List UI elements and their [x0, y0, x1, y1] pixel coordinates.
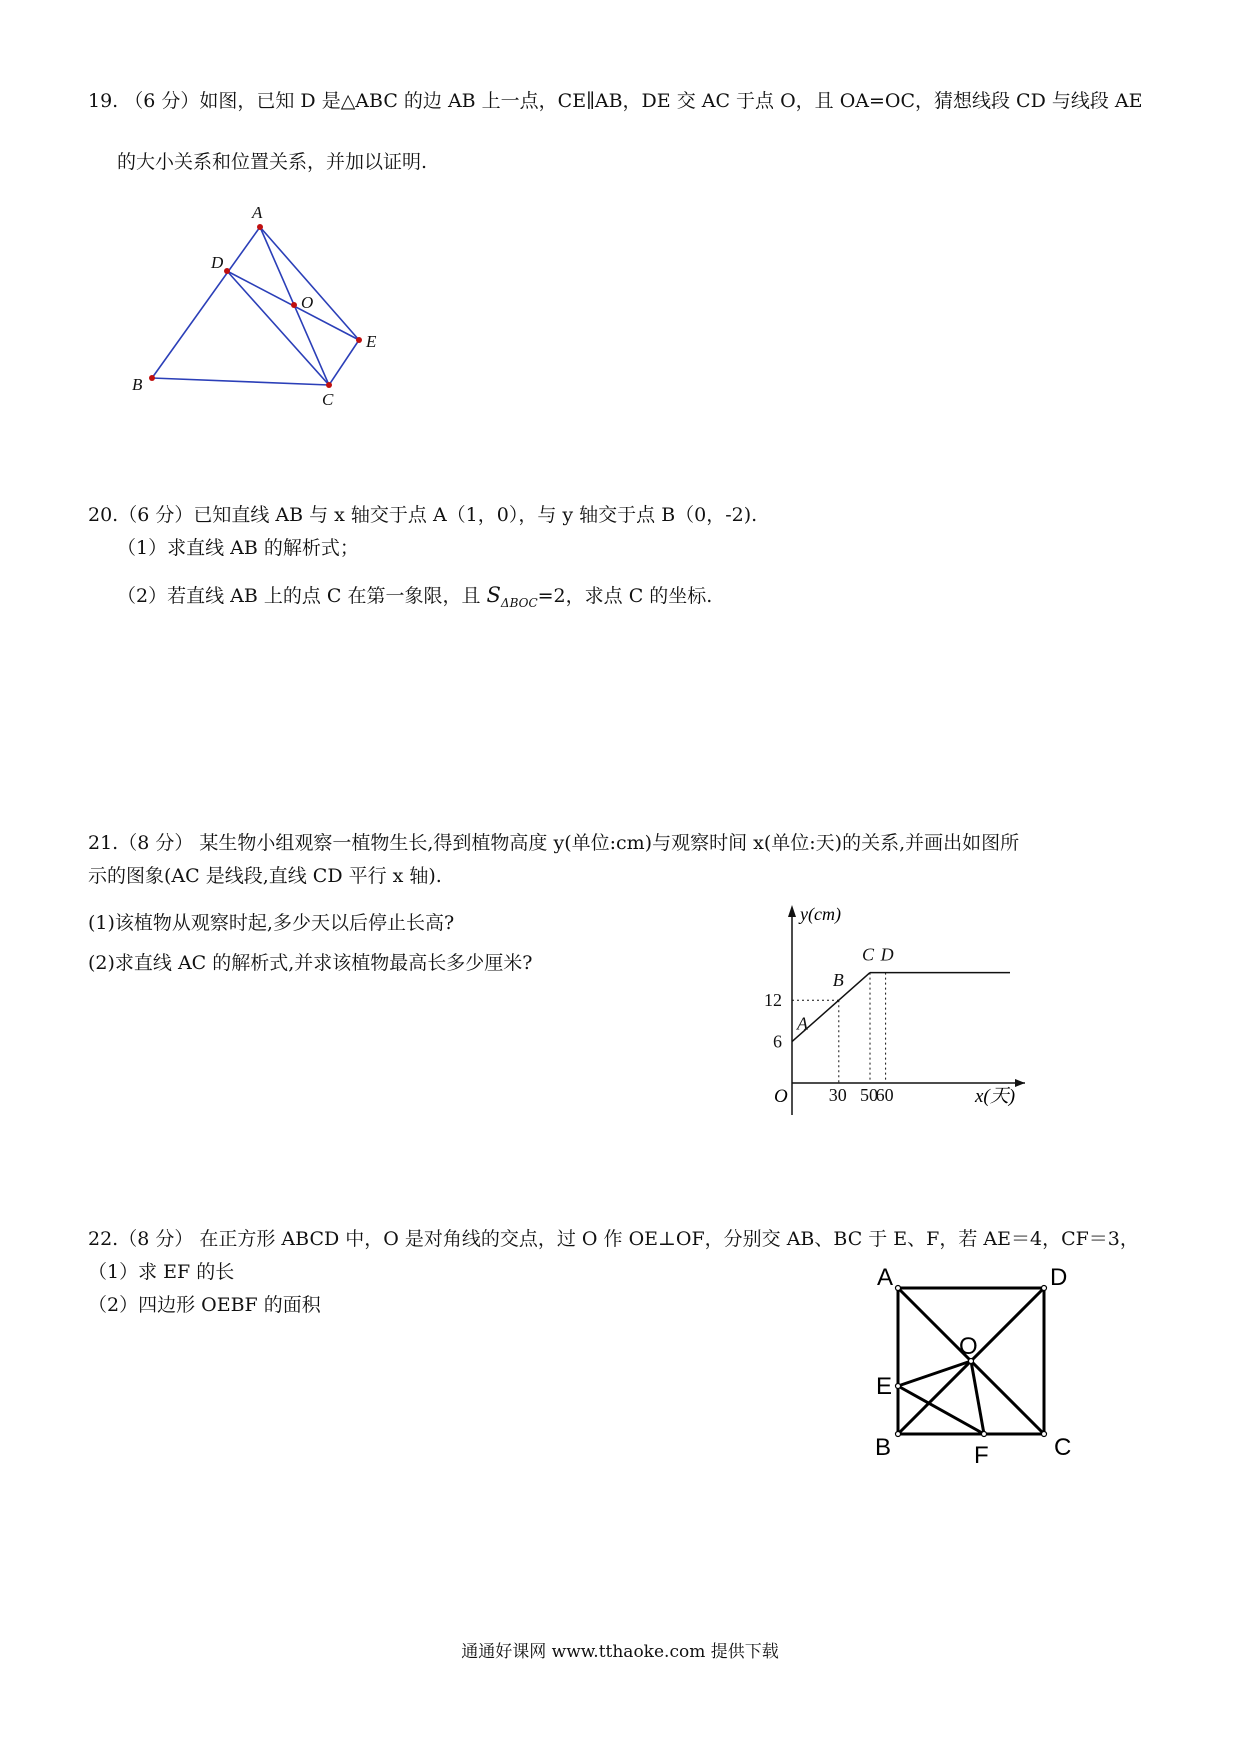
q20-part1: （1）求直线 AB 的解析式；	[117, 537, 359, 559]
sq-label-O: O	[959, 1333, 978, 1360]
y-tick-6: 6	[773, 1031, 782, 1052]
label-A: A	[252, 203, 263, 222]
sq-label-D: D	[1050, 1264, 1068, 1291]
label-D: D	[211, 253, 224, 272]
q21-part1: (1)该植物从观察时起,多少天以后停止长高?	[88, 912, 455, 934]
y-axis-label: y(cm)	[800, 904, 841, 924]
x-axis-arrow	[1015, 1079, 1025, 1087]
growth-chart	[750, 895, 1050, 1125]
q21-part2: (2)求直线 AC 的解析式,并求该植物最高长多少厘米?	[88, 952, 533, 974]
q21-line1: 21.（8 分） 某生物小组观察一植物生长,得到植物高度 y(单位:cm)与观察时间 x(单位:天)的关系,并画出如图所	[88, 832, 1020, 854]
sq-label-B: B	[875, 1434, 892, 1461]
label-O: O	[301, 293, 314, 312]
triangle-lines	[152, 227, 359, 385]
x-tick-30: 30	[828, 1085, 847, 1105]
x-tick-60: 60	[875, 1085, 894, 1105]
point-label-A: A	[797, 1013, 808, 1034]
square-figure-q22	[860, 1255, 1090, 1485]
label-E: E	[366, 332, 377, 351]
q22-line1: 22.（8 分） 在正方形 ABCD 中，O 是对角线的交点，过 O 作 OE⊥OF，分别交 AB、BC 于 E、F，若 AE＝4，CF＝3，	[88, 1228, 1139, 1250]
y-tick-12: 12	[764, 990, 782, 1011]
q19-line2: 的大小关系和位置关系，并加以证明.	[117, 151, 428, 173]
sq-label-E: E	[876, 1373, 893, 1400]
point-label-D: D	[880, 944, 894, 965]
area-symbol-S: S	[486, 583, 501, 607]
sq-label-A: A	[877, 1264, 894, 1291]
x-tick-50: 50	[860, 1085, 878, 1105]
sq-label-F: F	[974, 1442, 989, 1469]
area-subscript: ΔBOC	[500, 595, 538, 610]
q20-part2-before: （2）若直线 AB 上的点 C 在第一象限，且	[117, 585, 487, 607]
q20-line1: 20.（6 分）已知直线 AB 与 x 轴交于点 A（1，0），与 y 轴交于点 B（0，-2).	[88, 504, 758, 526]
origin-label: O	[774, 1086, 788, 1107]
x-axis-label: x(天)	[975, 1086, 1016, 1107]
point-label-C: C	[862, 944, 875, 965]
label-B: B	[132, 375, 143, 394]
q22-part1: （1）求 EF 的长	[88, 1261, 235, 1283]
q19-line1: 19. （6 分）如图，已知 D 是△ABC 的边 AB 上一点，CE∥AB，DE 交 AC 于点 O，且 OA=OC，猜想线段 CD 与线段 AE	[88, 90, 1143, 112]
page-footer: 通通好课网 www.tthaoke.com 提供下载	[461, 1642, 779, 1662]
q21-line2: 示的图象(AC 是线段,直线 CD 平行 x 轴).	[88, 865, 442, 887]
sq-label-C: C	[1054, 1434, 1072, 1461]
point-label-B: B	[832, 970, 844, 991]
q20-part2-after: =2，求点 C 的坐标.	[537, 585, 713, 607]
q22-part2: （2）四边形 OEBF 的面积	[88, 1294, 321, 1316]
y-axis-arrow	[788, 905, 796, 917]
triangle-figure-q19	[110, 200, 410, 420]
label-C: C	[322, 390, 334, 409]
q20-part2	[117, 582, 712, 616]
